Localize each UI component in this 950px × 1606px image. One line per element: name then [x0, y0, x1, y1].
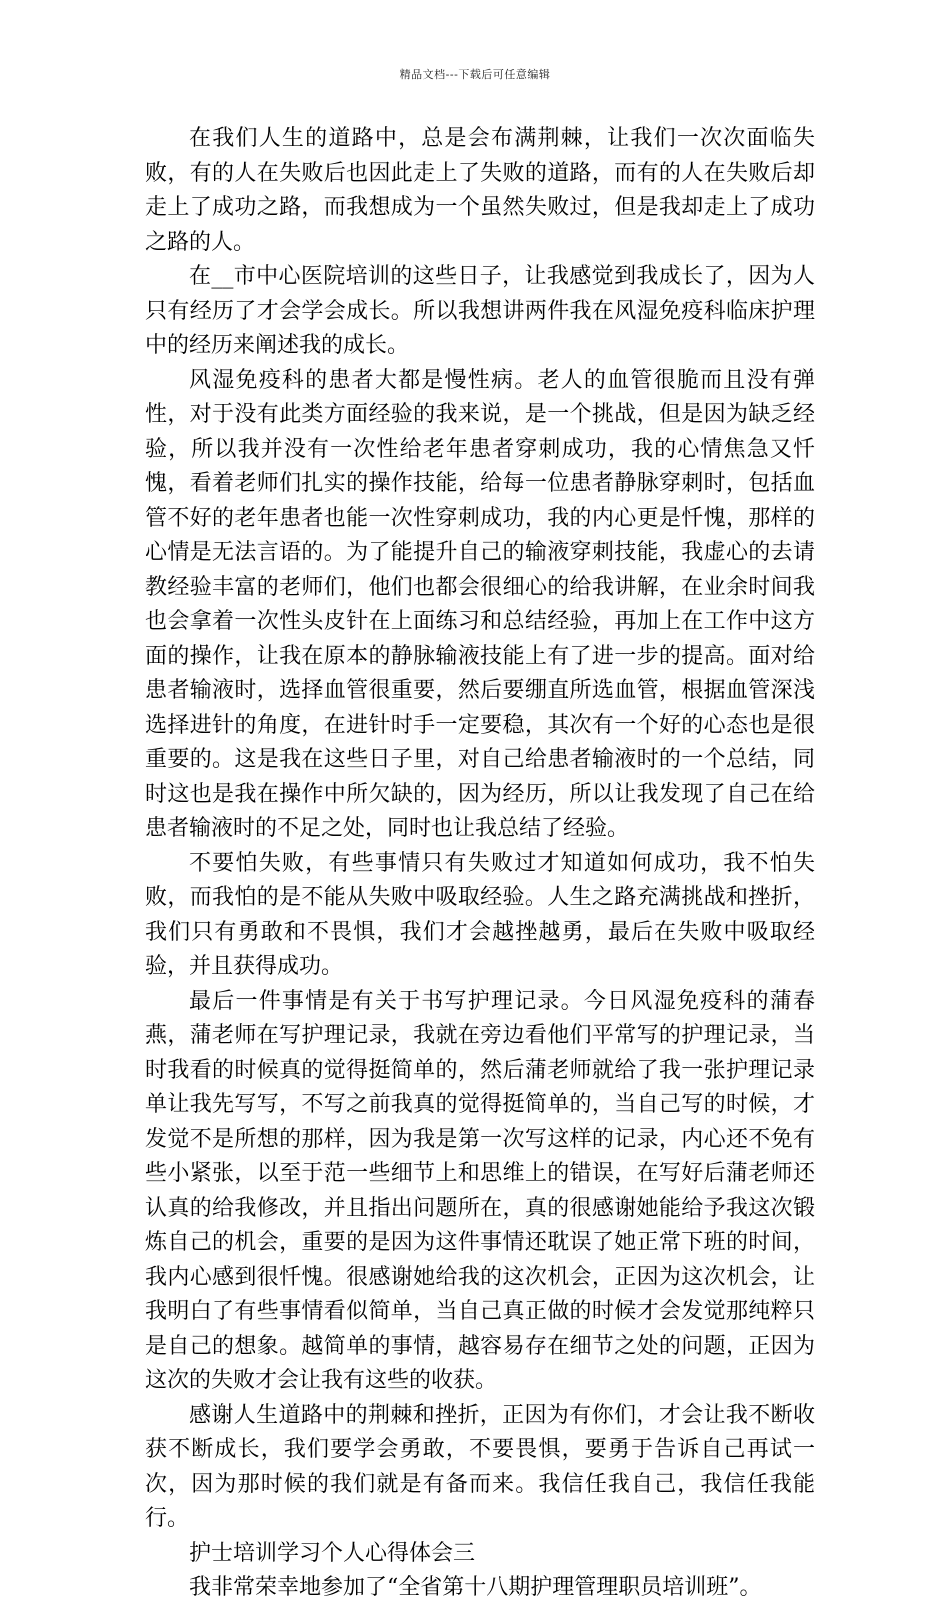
paragraph-5: 最后一件事情是有关于书写护理记录。今日风湿免疫科的蒲春燕，蒲老师在写护理记录，我就在旁边看他们平常写的护理记录，当时我看的时候真的觉得挺简单的，然后蒲老师就给了我一张护理记录单让我先写写，不写之前我真的觉得挺简单的，当自己写的时候，才发觉不是所想的那样，因为我是第一次写这样的记录，内心还不免有些小紧张，以至于范一些细节上和思维上的错误，在写好后蒲老师还认真的给我修改，并且指出问题所在，真的很感谢她能给予我这次锻炼自己的机会，重要的是因为这件事情还耽误了她正常下班的时间，我内心感到很忏愧。很感谢她给我的这次机会，正因为这次机会，让我明白了有些事情看似简单，当自己真正做的时候才会发觉那纯粹只是自己的想象。越简单的事情，越容易存在细节之处的问题，正因为这次的失败才会让我有这些的收获。: [145, 988, 815, 1393]
page-header: 精品文档---下载后可任意编辑: [399, 68, 551, 81]
paragraph-6: 感谢人生道路中的荆棘和挫折，正因为有你们，才会让我不断收获不断成长，我们要学会勇敢，不要畏惧，要勇于告诉自己再试一次，因为那时候的我们就是有备而来。我信任我自己，我信任我能行。: [145, 1402, 815, 1531]
paragraph-2: 在__市中心医院培训的这些日子，让我感觉到我成长了，因为人只有经历了才会学会成长。所以我想讲两件我在风湿免疫科临床护理中的经历来阐述我的成长。: [145, 264, 815, 358]
paragraph-1: 在我们人生的道路中，总是会布满荆棘，让我们一次次面临失败，有的人在失败后也因此走上了失败的道路，而有的人在失败后却走上了成功之路，而我想成为一个虽然失败过，但是我却走上了成功之路的人。: [145, 126, 815, 255]
paragraph-4: 不要怕失败，有些事情只有失败过才知道如何成功，我不怕失败，而我怕的是不能从失败中吸取经验。人生之路充满挑战和挫折，我们只有勇敢和不畏惧，我们才会越挫越勇，最后在失败中吸取经验，并且获得成功。: [145, 850, 815, 979]
section-heading: 护士培训学习个人心得体会三: [189, 1540, 476, 1566]
paragraph-3: 风湿免疫科的患者大都是慢性病。老人的血管很脆而且没有弹性，对于没有此类方面经验的我来说，是一个挑战，但是因为缺乏经验，所以我并没有一次性给老年患者穿刺成功，我的心情焦急又忏愧，看着老师们扎实的操作技能，给每一位患者静脉穿刺时，包括血管不好的老年患者也能一次性穿刺成功，我的内心更是忏愧，那样的心情是无法言语的。为了能提升自己的输液穿刺技能，我虚心的去请教经验丰富的老师们，他们也都会很细心的给我讲解，在业余时间我也会拿着一次性头皮针在上面练习和总结经验，再加上在工作中这方面的操作，让我在原本的静脉输液技能上有了进一步的提高。面对给患者输液时，选择血管很重要，然后要绷直所选血管，根据血管深浅选择进针的角度，在进针时手一定要稳，其次有一个好的心态也是很重要的。这是我在这些日子里，对自己给患者输液时的一个总结，同时这也是我在操作中所欠缺的，因为经历，所以让我发现了自己在给患者输液时的不足之处，同时也让我总结了经验。: [145, 367, 815, 841]
document-body: [145, 122, 815, 1606]
paragraph-7: 我非常荣幸地参加了“全省第十八期护理管理职员培训班”。: [189, 1575, 762, 1600]
